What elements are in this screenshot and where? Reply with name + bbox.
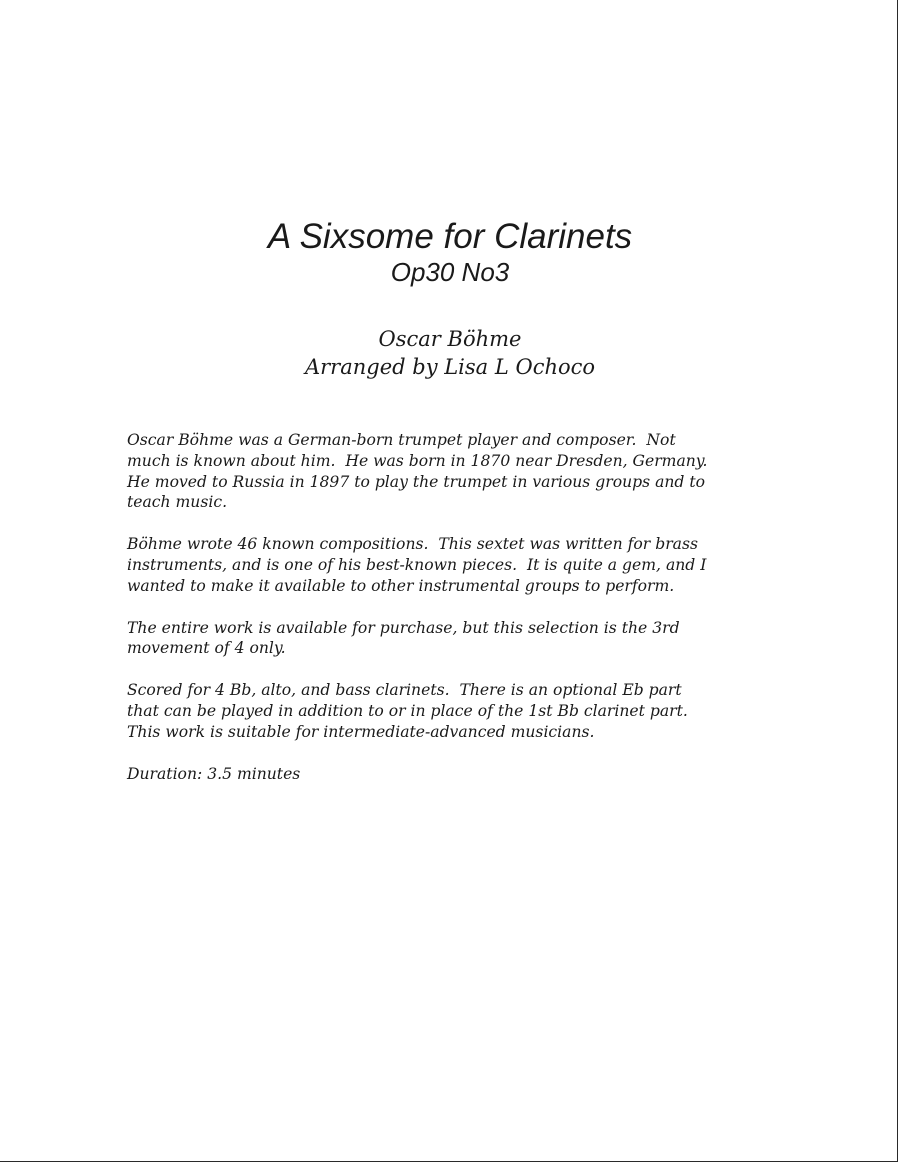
text-line: The entire work is available for purchase, but this selection is the 3rd <box>127 618 680 637</box>
text-line: wanted to make it available to other instrumental groups to perform. <box>127 576 675 595</box>
text-line: Duration: 3.5 minutes <box>127 764 301 783</box>
text-line: movement of 4 only. <box>127 639 286 658</box>
composer-credit: Oscar Böhme <box>378 327 522 351</box>
text-line: teach music. <box>127 493 228 512</box>
text-line: This work is suitable for intermediate-advanced musicians. <box>127 722 595 741</box>
paragraph-scoring <box>127 680 777 742</box>
text-line: Oscar Böhme was a German-born trumpet player and composer. Not <box>127 431 676 449</box>
text-line: that can be played in addition to or in place of the 1st Bb clarinet part. <box>127 701 688 720</box>
description-body <box>127 430 777 805</box>
paragraph-duration <box>127 764 777 785</box>
text-line: Scored for 4 Bb, alto, and bass clarinets. There is an optional Eb part <box>127 681 682 700</box>
page-subtitle: Op30 No3 <box>390 257 510 287</box>
paragraph-biography <box>127 430 777 513</box>
arranger-credit: Arranged by Lisa L Ochoco <box>304 355 596 379</box>
paragraph-compositions <box>127 534 777 596</box>
text-line: He moved to Russia in 1897 to play the trumpet in various groups and to <box>127 472 705 491</box>
page-title: A Sixsome for Clarinets <box>267 217 633 256</box>
paragraph-availability <box>127 618 777 660</box>
text-line: much is known about him. He was born in 1870 near Dresden, Germany. <box>127 451 708 470</box>
text-line: instruments, and is one of his best-known pieces. It is quite a gem, and I <box>127 555 707 574</box>
text-line: Böhme wrote 46 known compositions. This sextet was written for brass <box>127 535 698 554</box>
